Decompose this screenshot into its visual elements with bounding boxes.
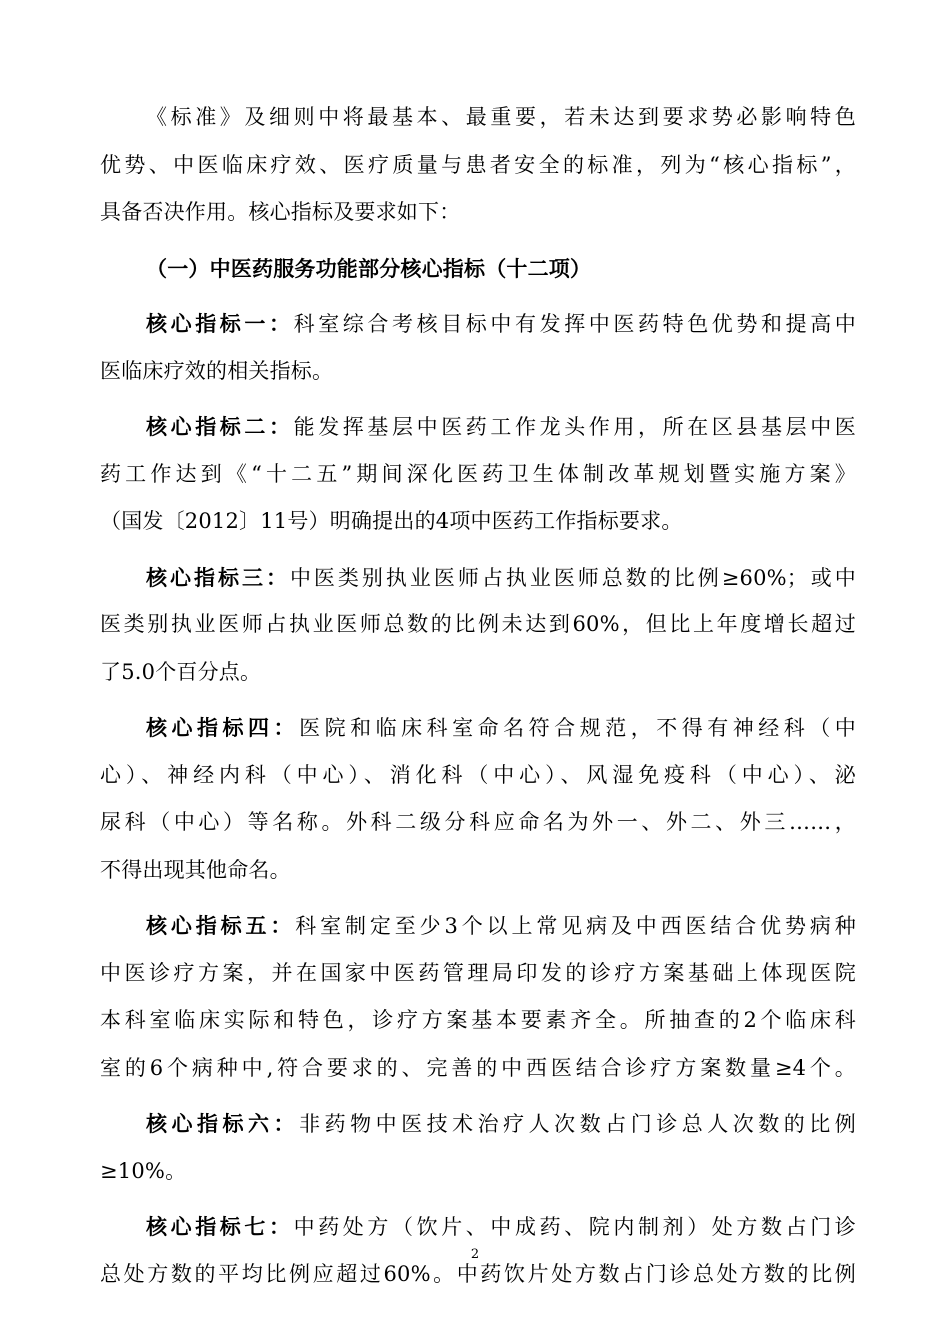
- indicator-line: 医类别执业医师占执业医师总数的比例未达到60%，但比上年度增长超过: [100, 612, 856, 636]
- indicator-label: 核心指标二：: [146, 414, 294, 439]
- indicator-label: 核心指标四：: [146, 715, 300, 740]
- indicator-line: [100, 300, 856, 348]
- indicator-line: 本科室临床实际和特色，诊疗方案基本要素齐全。所抽查的2个临床科: [100, 1008, 856, 1032]
- indicator-line: [100, 403, 856, 451]
- indicator-paragraph: [100, 403, 856, 546]
- indicator-label: 核心指标七：: [146, 1214, 294, 1239]
- indicator-line: 医临床疗效的相关指标。: [100, 358, 334, 383]
- intro-paragraph: [100, 94, 856, 237]
- indicator-line: 药工作达到《“十二五”期间深化医药卫生体制改革规划暨实施方案》: [100, 461, 856, 486]
- indicator-line: 不得出现其他命名。: [100, 857, 291, 882]
- section-heading: （一）中医药服务功能部分核心指标（十二项）: [146, 255, 592, 281]
- indicator-text: 中药处方（饮片、中成药、院内制剂）处方数占门诊: [293, 1215, 856, 1239]
- indicator-line: 心）、神经内科（中心）、消化科（中心）、风湿免疫科（中心）、泌: [100, 762, 856, 787]
- indicator-line: 总处方数的平均比例应超过60%。中药饮片处方数占门诊总处方数的比例: [100, 1261, 856, 1286]
- page-number: 2: [470, 1247, 480, 1262]
- indicator-paragraph: [100, 300, 856, 395]
- indicator-text: 中医类别执业医师占执业医师总数的比例≥60%；或中: [289, 565, 856, 590]
- intro-line: 《标准》及细则中将最基本、最重要，若未达到要求势必影响特色: [146, 105, 856, 129]
- indicator-line: 室的6个病种中,符合要求的、完善的中西医结合诊疗方案数量≥4个。: [100, 1055, 856, 1080]
- indicator-line: [100, 1203, 856, 1251]
- indicator-text: 能发挥基层中医药工作龙头作用，所在区县基层中医: [293, 415, 856, 439]
- indicator-label: 核心指标五：: [146, 913, 296, 938]
- indicator-text: 非药物中医技术治疗人次数占门诊总人次数的比例: [299, 1112, 857, 1136]
- indicator-paragraph: [100, 704, 856, 894]
- indicator-line: 了5.0个百分点。: [100, 659, 262, 684]
- indicator-label: 核心指标六：: [146, 1111, 300, 1136]
- document-body: [100, 94, 856, 1298]
- indicator-paragraph: [100, 554, 856, 697]
- indicator-text: 科室制定至少3个以上常见病及中西医结合优势病种: [295, 914, 856, 938]
- indicator-line: 尿科（中心）等名称。外科二级分科应命名为外一、外二、外三……，: [100, 810, 856, 834]
- indicator-line: ≥10%。: [100, 1158, 187, 1183]
- indicator-text: 科室综合考核目标中有发挥中医药特色优势和提高中: [293, 312, 856, 336]
- indicator-label: 核心指标一：: [146, 311, 294, 336]
- indicator-line: 中医诊疗方案，并在国家中医药管理局印发的诊疗方案基础上体现医院: [100, 960, 856, 985]
- intro-line: 具备否决作用。核心指标及要求如下：: [100, 200, 461, 224]
- intro-line: 优势、中医临床疗效、医疗质量与患者安全的标准，列为“核心指标”，: [100, 152, 856, 177]
- indicator-line: [100, 704, 856, 752]
- indicator-text: 医院和临床科室命名符合规范，不得有神经科（中: [299, 716, 857, 740]
- indicator-line: [100, 902, 856, 950]
- indicator-line: [100, 554, 856, 602]
- indicator-line: （国发〔2012〕11号）明确提出的4项中医药工作指标要求。: [100, 509, 683, 533]
- indicator-paragraph: [100, 1100, 856, 1195]
- indicator-line: [100, 1100, 856, 1148]
- indicator-label: 核心指标三：: [146, 564, 290, 590]
- indicator-paragraph: [100, 902, 856, 1092]
